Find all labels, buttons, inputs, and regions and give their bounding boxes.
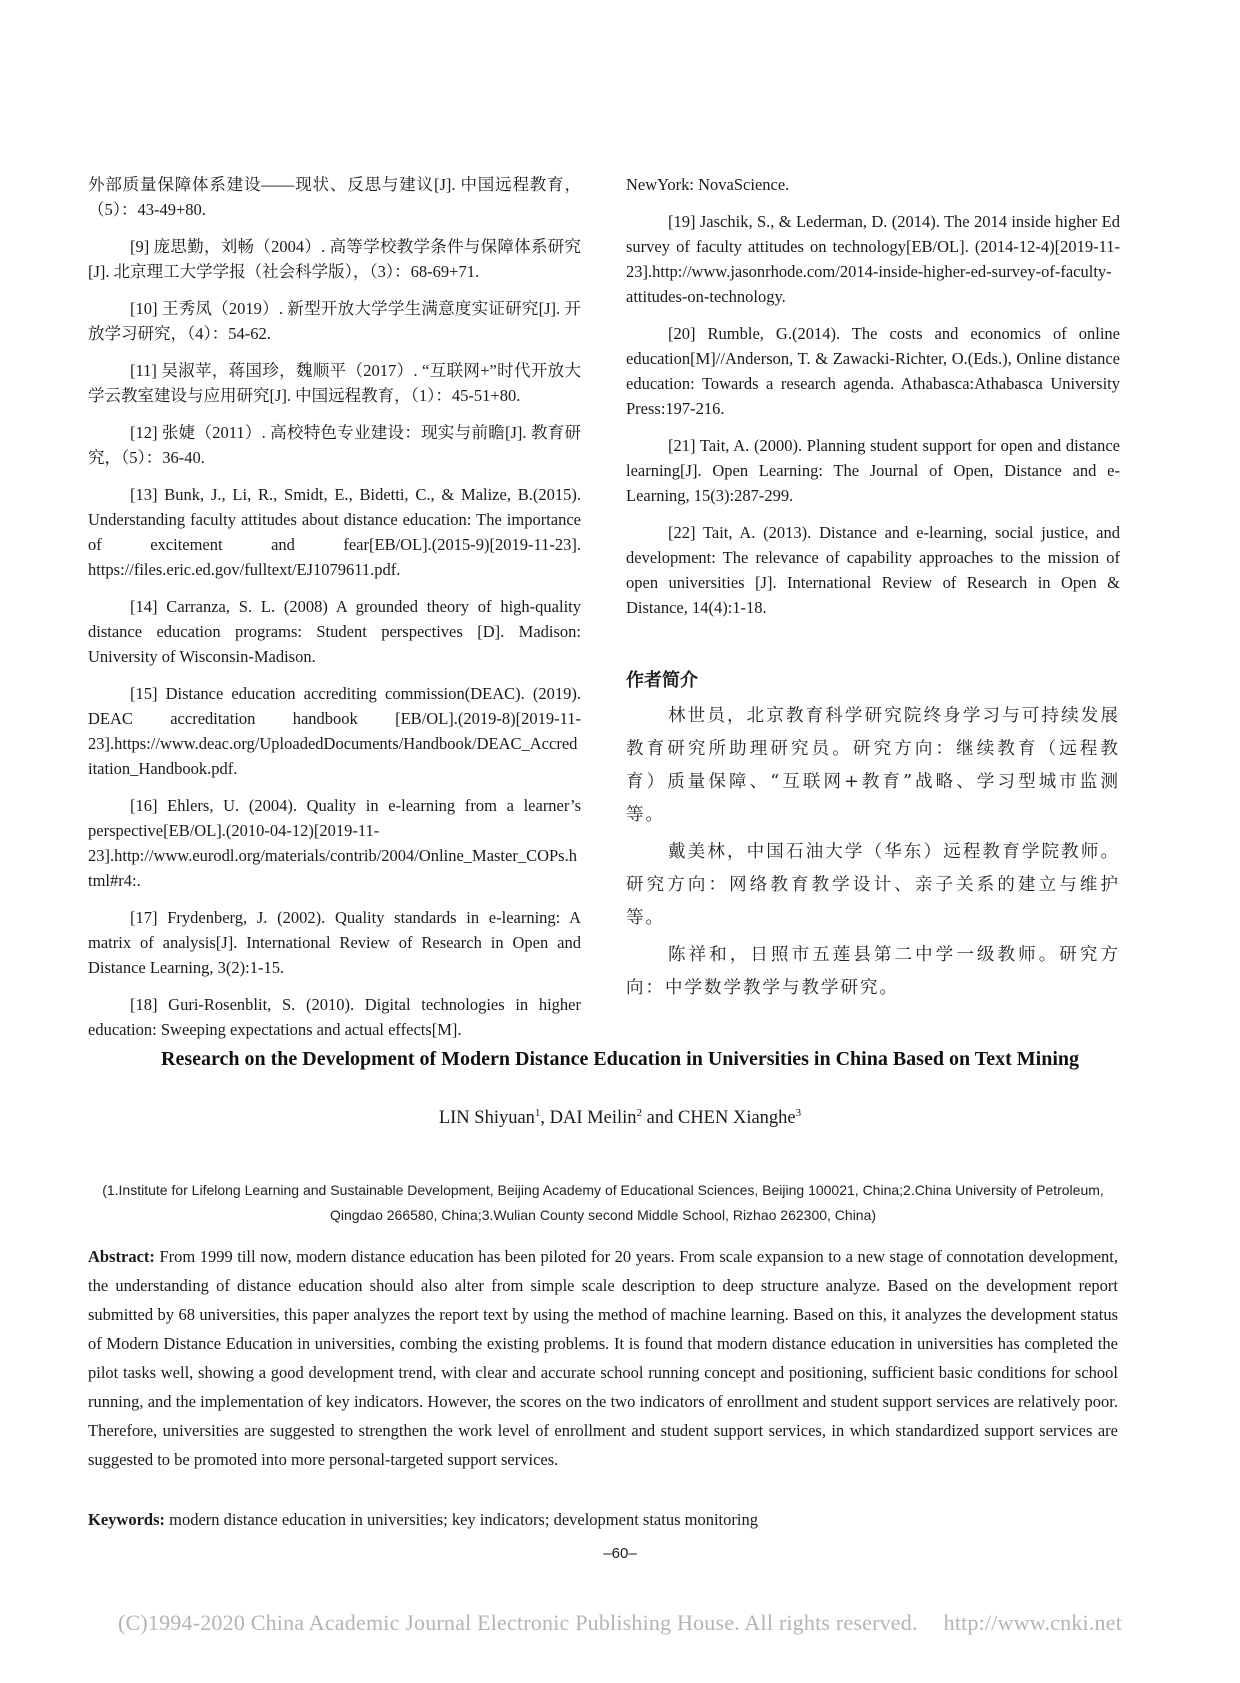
author-separator: and — [642, 1108, 678, 1129]
keywords-text: modern distance education in universities; key indicators; development status monitoring — [169, 1510, 758, 1529]
author-name: CHEN Xianghe — [677, 1108, 796, 1129]
english-affiliation: (1.Institute for Lifelong Learning and Sustainable Development, Beijing Academy of Educational Sciences, Beijing 100021, China;2.China University of Petroleum, Qingdao 266580, China;3.Wulian County second Middle School, Rizhao 262300, China) — [102, 1182, 1104, 1223]
author-name: LIN Shiyuan — [438, 1108, 535, 1129]
reference-item: [9] 庞思勤，刘畅（2004）. 高等学校教学条件与保障体系研究[J]. 北京理工大学学报（社会科学版），（3）：68-69+71. — [88, 237, 581, 281]
author-affiliation-mark: 3 — [795, 1107, 802, 1119]
author-name: DAI Meilin — [549, 1108, 637, 1129]
abstract-label: Abstract: — [88, 1247, 155, 1266]
reference-item: [21] Tait, A. (2000). Planning student support for open and distance learning[J]. Open Learning: The Journal of Open, Distance and e-Learning, 15(3):287-299. — [626, 436, 1120, 505]
reference-item: [16] Ehlers, U. (2004). Quality in e-learning from a learner’s perspective[EB/OL].(2010-04-12)[2019-11-23].http://www.eurodl.org/materials/contrib/2004/Online_Master_COPs.html#r4:. — [88, 796, 581, 890]
author-bio-heading: 作者简介 — [626, 670, 698, 691]
author-separator: , — [540, 1108, 550, 1129]
english-keywords — [88, 1505, 1118, 1534]
reference-item: [18] Guri-Rosenblit, S. (2010). Digital technologies in higher education: Sweeping expectations and actual effects[M]. — [88, 995, 581, 1039]
reference-item: [12] 张婕（2011）. 高校特色专业建设：现实与前瞻[J]. 教育研究，（5）：36-40. — [88, 423, 581, 467]
reference-item: [17] Frydenberg, J. (2002). Quality standards in e-learning: A matrix of analysis[J]. International Review of Research in Open and Distance Learning, 3(2):1-15. — [88, 908, 581, 977]
reference-item: [13] Bunk, J., Li, R., Smidt, E., Bidetti, C., & Malize, B.(2015). Understanding faculty attitudes about distance education: The importance of excitement and fear[EB/OL].(2015-9)[2019-11-23]. https://files.eric.ed.gov/fulltext/EJ1079611.pdf. — [88, 485, 581, 579]
keywords-label: Keywords: — [88, 1510, 165, 1529]
reference-item: NewYork: NovaScience. — [626, 175, 790, 194]
english-title: Research on the Development of Modern Distance Education in Universities in China Based on Text Mining — [161, 1048, 1079, 1070]
reference-item: [20] Rumble, G.(2014). The costs and economics of online education[M]//Anderson, T. & Zawacki-Richter, O.(Eds.), Online distance education: Towards a research agenda. Athabasca:Athabasca University Press:197-216. — [626, 324, 1120, 418]
references-right-column — [626, 172, 1120, 1009]
author-bio-list — [626, 700, 1120, 1005]
author-bio-paragraph: 林世员，北京教育科学研究院终身学习与可持续发展教育研究所助理研究员。研究方向：继续教育（远程教育）质量保障、“互联网+教育”战略、学习型城市监测等。 — [626, 706, 1120, 825]
abstract-text: From 1999 till now, modern distance education has been piloted for 20 years. From scale expansion to a new stage of connotation development, the understanding of distance education should also alter from simple scale description to deep structure analyze. Based on the development report submitted by 68 universities, this paper analyzes the report text by using the method of machine learning. Based on this, it analyzes the development status of Modern Distance Education in universities, combing the existing problems. It is found that modern distance education in universities has completed the pilot tasks well, showing a good development trend, with clear and accurate school running concept and positioning, sufficient basic conditions for school running, and the implementation of key indicators. However, the scores on the two indicators of enrollment and student support services are relatively poor. Therefore, universities are suggested to strengthen the work level of enrollment and student support services, in which standardized support services are suggested to be promoted into more personal-targeted support services. — [88, 1247, 1119, 1469]
copyright-text: (C)1994-2020 China Academic Journal Electronic Publishing House. All rights reserved. — [117, 1610, 918, 1635]
reference-item: [22] Tait, A. (2013). Distance and e-learning, social justice, and development: The relevance of capability approaches to the mission of open universities [J]. International Review of Research in Open & Distance, 14(4):1-18. — [626, 523, 1120, 617]
author-bio-paragraph: 戴美林，中国石油大学（华东）远程教育学院教师。研究方向：网络教育教学设计、亲子关系的建立与维护等。 — [626, 842, 1120, 928]
page-number: –60– — [603, 1545, 637, 1562]
english-abstract — [88, 1242, 1118, 1474]
reference-item: [10] 王秀凤（2019）. 新型开放大学学生满意度实证研究[J]. 开放学习研究，（4）：54-62. — [88, 299, 581, 343]
references-left-column — [88, 172, 581, 1054]
reference-item: [19] Jaschik, S., & Lederman, D. (2014). The 2014 inside higher Ed survey of faculty attitudes on technology[EB/OL]. (2014-12-4)[2019-11-23].http://www.jasonrhode.com/2014-inside-higher-ed-survey-of-faculty-attitudes-on-technology. — [626, 212, 1120, 306]
reference-item: [14] Carranza, S. L. (2008) A grounded theory of high-quality distance education programs: Student perspectives [D]. Madison: University of Wisconsin-Madison. — [88, 597, 581, 666]
reference-item: 外部质量保障体系建设——现状、反思与建议[J]. 中国远程教育，（5）：43-49+80. — [88, 175, 581, 219]
english-authors — [60, 1107, 1180, 1129]
author-affiliation-mark: 1 — [534, 1107, 541, 1119]
author-affiliation-mark: 2 — [636, 1107, 643, 1119]
reference-item: [15] Distance education accrediting commission(DEAC). (2019). DEAC accreditation handbook [EB/OL].(2019-8)[2019-11-23].https://www.deac.org/UploadedDocuments/Handbook/DEAC_Accreditation_Handbook.pdf. — [88, 684, 581, 778]
copyright-url[interactable]: http://www.cnki.net — [943, 1610, 1123, 1635]
reference-item: [11] 吴淑苹，蒋国珍，魏顺平（2017）. “互联网+”时代开放大学云教室建设与应用研究[J]. 中国远程教育，（1）：45-51+80. — [88, 361, 581, 405]
copyright-footer — [0, 1610, 1240, 1636]
author-bio-paragraph: 陈祥和，日照市五莲县第二中学一级教师。研究方向：中学数学教学与教学研究。 — [626, 945, 1120, 998]
